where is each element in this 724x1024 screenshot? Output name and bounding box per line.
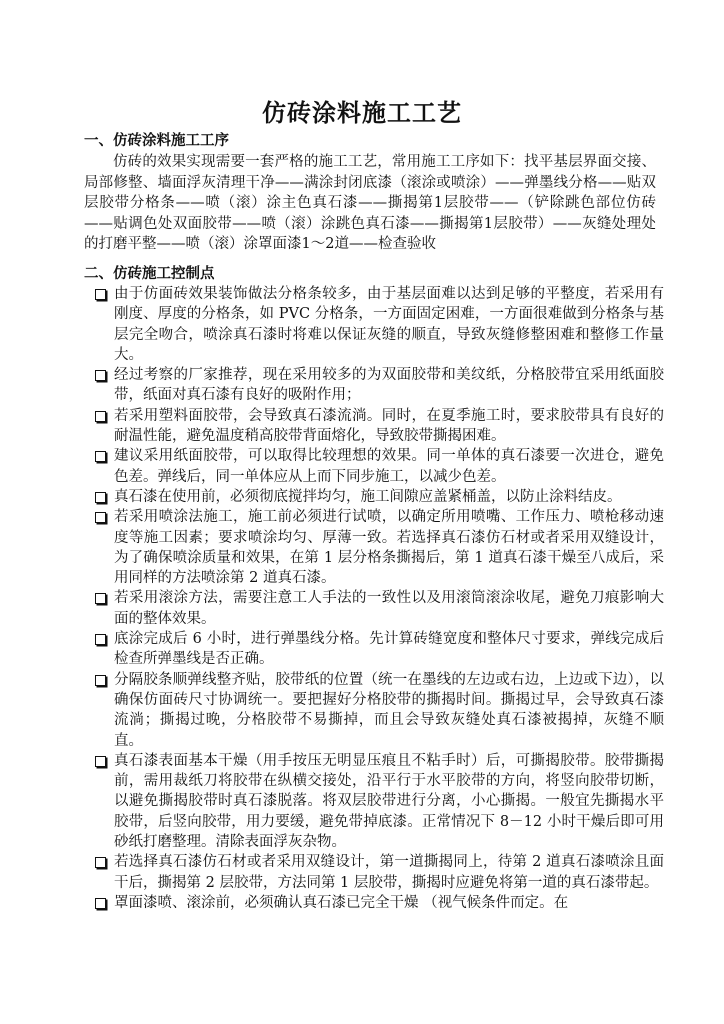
section-heading-control-points: 二、仿砖施工控制点 — [84, 265, 215, 282]
process-paragraph: 仿砖的效果实现需要一套严格的施工工艺，常用施工工序如下：找平基层界面交接、局部修整、墙面浮灰清理干净——满涂封闭底漆（滚涂或喷涂）——弹墨线分格——贴双层胶带分格条——喷（滚）涂主色真石漆——撕揭第1层胶带——（铲除跳色部位仿砖——贴调色处双面胶带——喷（滚）涂跳色真石漆——撕揭第1层胶带）——灰缝处理处的打磨平整——喷（滚）涂罩面漆1～2道——检查验收 — [84, 154, 656, 252]
list-item-text: 分隔胶条顺弹线整齐贴，胶带纸的位置（统一在墨线的左边或右边，上边或下边），以确保仿面砖尺寸协调统一。要把握好分格胶带的撕揭时间。撕揭过早，会导致真石漆流淌；撕揭过晚，分格胶带不易撕掉，而且会导致灰缝处真石漆被揭掉，灰缝不顺直。 — [114, 671, 664, 749]
list-item-text: 若采用塑料面胶带，会导致真石漆流淌。同时，在夏季施工时，要求胶带具有良好的耐温性能，避免温度稍高胶带背面熔化，导致胶带撕揭困难。 — [114, 407, 664, 445]
checkbox-bullet-icon — [95, 370, 106, 381]
list-item-text: 若采用喷涂法施工，施工前必须进行试喷，以确定所用喷嘴、工作压力、喷枪移动速度等施工因素；要求喷涂均匀、厚薄一致。若选择真石漆仿石材或者采用双缝设计，为了确保喷涂质量和效果，在第 1 层分格条撕揭后，第 1 道真石漆干燥至八成后，采用同样的方法喷涂第 2 道真石漆。 — [114, 509, 664, 587]
list-item-text: 若选择真石漆仿石材或者采用双缝设计，第一道撕揭同上，待第 2 道真石漆喷涂且面干后，撕揭第 2 层胶带，方法同第 1 层胶带，撕揭时应避免将第一道的真石漆带起。 — [114, 854, 664, 891]
list-item — [92, 507, 664, 588]
control-points-list — [92, 284, 664, 913]
list-item — [92, 588, 664, 629]
list-item — [92, 487, 664, 507]
list-item — [92, 670, 664, 751]
list-item — [92, 284, 664, 365]
checkbox-bullet-icon — [95, 756, 106, 767]
checkbox-bullet-icon — [95, 857, 106, 868]
list-item-text: 若采用滚涂方法，需要注意工人手法的一致性以及用滚筒滚涂收尾，避免刀痕影响大面的整体效果。 — [114, 590, 664, 627]
list-item — [92, 852, 664, 893]
checkbox-bullet-icon — [95, 451, 106, 462]
list-item-text: 建议采用纸面胶带，可以取得比较理想的效果。同一单体的真石漆要一次进仓，避免色差。弹线后，同一单体应从上而下同步施工，以减少色差。 — [114, 448, 664, 485]
list-item — [92, 751, 664, 852]
list-item-text: 由于仿面砖效果装饰做法分格条较多，由于基层面难以达到足够的平整度，若采用有刚度、厚度的分格条，如 PVC 分格条，一方面固定困难，一方面很难做到分格条与基层完全吻合，喷涂真石漆时将难以保证灰缝的顺直，导致灰缝修整困难和整修工作量大。 — [114, 286, 664, 363]
list-item-text: 底涂完成后 6 小时，进行弹墨线分格。先计算砖缝宽度和整体尺寸要求，弹线完成后检查所弹墨线是否正确。 — [114, 631, 664, 668]
checkbox-bullet-icon — [95, 492, 106, 503]
list-item-text: 经过考察的厂家推荐，现在采用较多的为双面胶带和美纹纸，分格胶带宜采用纸面胶带，纸面对真石漆有良好的吸附作用； — [114, 367, 664, 404]
page-title: 仿砖涂料施工工艺 — [262, 98, 462, 127]
list-item — [92, 365, 664, 406]
list-item — [92, 629, 664, 670]
checkbox-bullet-icon — [95, 634, 106, 645]
checkbox-bullet-icon — [95, 675, 106, 686]
list-item — [92, 406, 664, 447]
list-item-text: 真石漆在使用前，必须彻底搅拌均匀，施工间隙应盖紧桶盖，以防止涂料结皮。 — [114, 488, 622, 505]
list-item — [92, 893, 664, 913]
list-item-text: 罩面漆喷、滚涂前，必须确认真石漆已完全干燥 （视气候条件而定。在 — [114, 894, 569, 911]
checkbox-bullet-icon — [95, 411, 106, 422]
list-item — [92, 446, 664, 487]
checkbox-bullet-icon — [95, 898, 106, 909]
checkbox-bullet-icon — [95, 289, 106, 300]
checkbox-bullet-icon — [95, 593, 106, 604]
section-heading-process: 一、仿砖涂料施工工序 — [84, 132, 229, 149]
checkbox-bullet-icon — [95, 512, 106, 523]
list-item-text: 真石漆表面基本干燥（用手按压无明显压痕且不粘手时）后，可撕揭胶带。胶带撕揭前，需用裁纸刀将胶带在纵横交接处，沿平行于水平胶带的方向，将竖向胶带切断，以避免撕揭胶带时真石漆脱落。将双层胶带进行分离，小心撕揭。一般宜先撕揭水平胶带，后竖向胶带，用力要缓，避免带掉底漆。正常情况下 8－12 小时干燥后即可用砂纸打磨整理。清除表面浮灰杂物。 — [114, 752, 664, 851]
